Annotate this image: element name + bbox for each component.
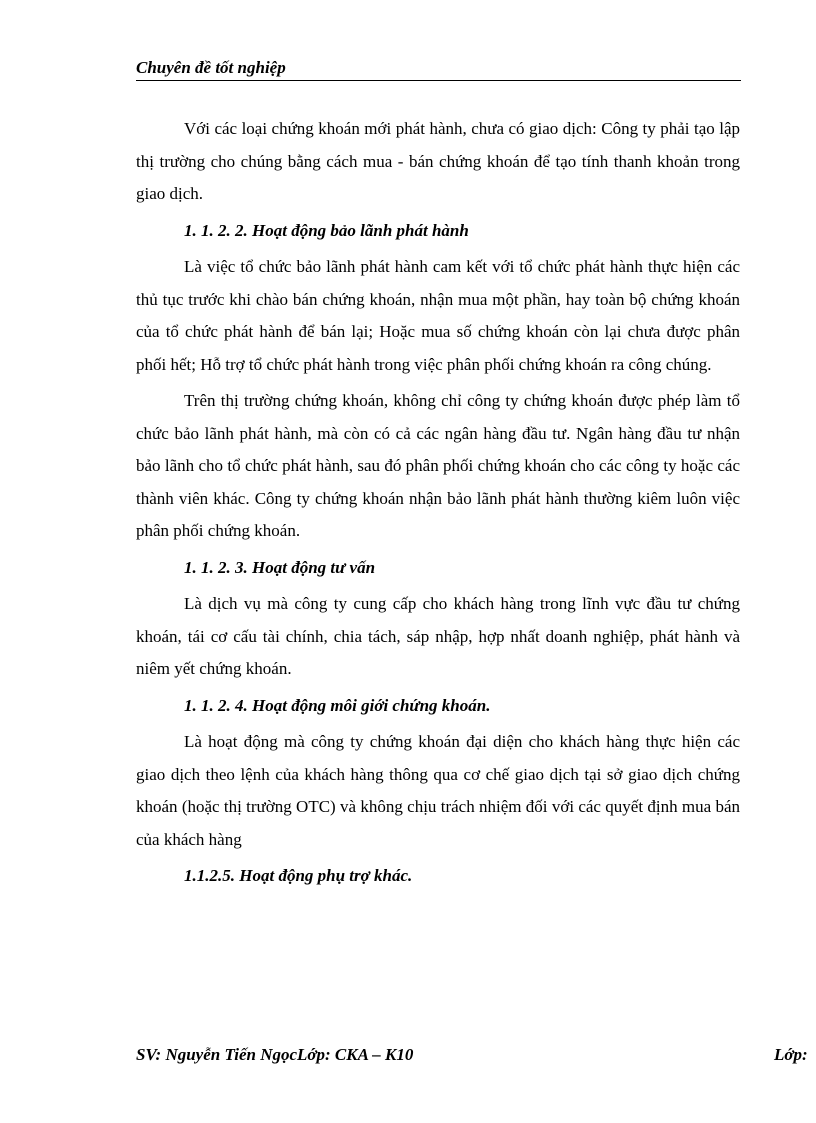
document-title: Chuyên đề tốt nghiệp (136, 58, 286, 77)
section-heading-brokerage: 1. 1. 2. 4. Hoạt động môi giới chứng khoán. (184, 695, 491, 715)
paragraph-advisory: Là dịch vụ mà công ty cung cấp cho khách hàng trong lĩnh vực đầu tư chứng khoán, tái cơ cấu tài chính, chia tách, sáp nhập, hợp nhất doanh nghiệp, phát hành và niêm yết chứng khoán. (136, 594, 740, 678)
page-body (136, 113, 740, 897)
page-header (136, 58, 741, 81)
section-heading-underwriting: 1. 1. 2. 2. Hoạt động bảo lãnh phát hành (184, 220, 469, 240)
paragraph-intro: Với các loại chứng khoán mới phát hành, chưa có giao dịch: Công ty phải tạo lập thị trường cho chúng bằng cách mua - bán chứng khoán để tạo tính thanh khoản trong giao dịch. (136, 119, 740, 203)
paragraph-brokerage: Là hoạt động mà công ty chứng khoán đại diện cho khách hàng thực hiện các giao dịch theo lệnh của khách hàng thông qua cơ chế giao dịch tại sở giao dịch chứng khoán (hoặc thị trường OTC) và không chịu trách nhiệm đối với các quyết định mua bán của khách hàng (136, 732, 740, 849)
section-heading-advisory: 1. 1. 2. 3. Hoạt động tư vấn (184, 557, 376, 577)
footer-student-info: SV: Nguyễn Tiến NgọcLớp: CKA – K10 (136, 1045, 414, 1064)
footer-class-label: Lớp: (774, 1045, 808, 1064)
paragraph-underwriting-definition: Là việc tổ chức bảo lãnh phát hành cam kết với tổ chức phát hành thực hiện các thủ tục trước khi chào bán chứng khoán, nhận mua một phần, hay toàn bộ chứng khoán của tổ chức phát hành để bán lại; Hoặc mua số chứng khoán còn lại chưa được phân phối hết; Hỗ trợ tổ chức phát hành trong việc phân phối chứng khoán ra công chúng. (136, 257, 740, 374)
paragraph-underwriting-market: Trên thị trường chứng khoán, không chỉ công ty chứng khoán được phép làm tổ chức bảo lãnh phát hành, mà còn có cả các ngân hàng đầu tư. Ngân hàng đầu tư nhận bảo lãnh cho tổ chức phát hành, sau đó phân phối chứng khoán cho các công ty hoặc các thành viên khác. Công ty chứng khoán nhận bảo lãnh phát hành thường kiêm luôn việc phân phối chứng khoán. (136, 391, 740, 540)
section-heading-auxiliary: 1.1.2.5. Hoạt động phụ trợ khác. (184, 866, 413, 885)
